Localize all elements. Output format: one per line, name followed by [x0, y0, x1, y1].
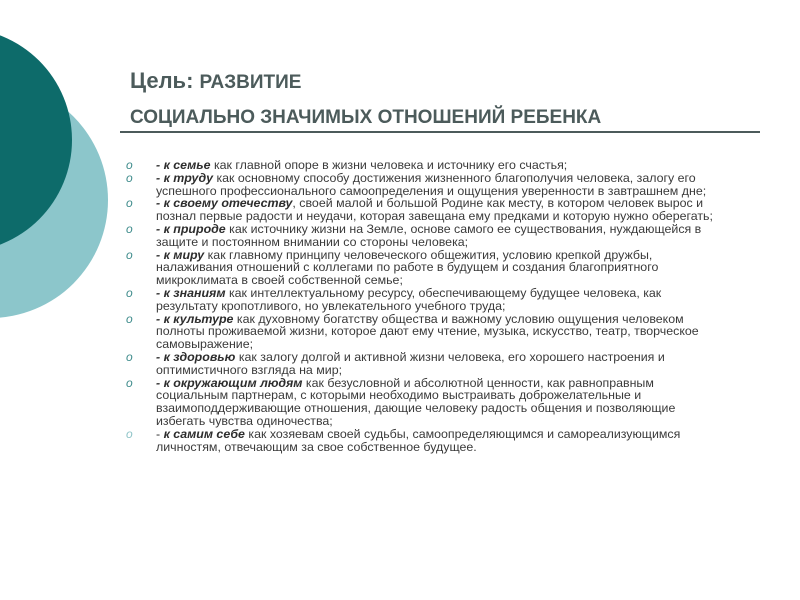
list-item-self — [122, 428, 722, 454]
slide-title — [130, 66, 770, 132]
title-line-1 — [130, 66, 770, 98]
item-text: как залогу долгой и активной жизни человека, его хорошего настроения и оптимистичного взгляда на мир; — [156, 349, 665, 377]
item-keyword: - к труду — [156, 170, 213, 185]
item-keyword: - к природе — [156, 221, 226, 236]
list-item-nature — [122, 223, 722, 249]
title-caps: РАЗВИТИЕ — [199, 72, 302, 93]
item-text: как основному способу достижения жизненного благополучия человека, залогу его успешного профессионального самоопределения и ощущения уверенности в завтрашнем дне; — [156, 170, 707, 198]
item-text: как главному принципу человеческого общежития, условию крепкой дружбы, налаживания отношений с коллегами по работе в будущем и создания благоприятного микроклимата в своей собственной семье; — [156, 247, 659, 288]
item-keyword-dash: - — [156, 426, 164, 441]
title-prefix: Цель: — [130, 68, 200, 93]
list-item-people — [122, 377, 722, 428]
list-item-labor — [122, 172, 722, 198]
bullet-marker: o — [126, 221, 133, 236]
list-item-culture — [122, 313, 722, 351]
bullet-marker: o — [126, 375, 133, 390]
item-keyword: - к миру — [156, 247, 205, 262]
bullet-marker: o — [126, 247, 133, 262]
item-text: как хозяевам своей судьбы, самоопределяющимся и самореализующимся личностям, отвечающим за свое собственное будущее. — [156, 426, 681, 454]
item-text: , своей малой и большой Родине как месту, в котором человек вырос и познал первые радости и неудачи, которая завещана ему предками и которую нужно оберегать; — [156, 196, 713, 224]
item-keyword: - к окружающим людям — [156, 375, 303, 390]
bullet-marker: o — [126, 426, 133, 441]
bullet-marker: o — [126, 285, 133, 300]
list-item-peace — [122, 249, 722, 287]
item-keyword: к самим себе — [163, 426, 245, 441]
values-list — [122, 159, 722, 453]
list-item-fatherland — [122, 197, 722, 223]
item-text: как источнику жизни на Земле, основе самого ее существования, нуждающейся в защите и постоянном внимании со стороны человека; — [156, 221, 702, 249]
list-item-knowledge — [122, 287, 722, 313]
bullet-marker: o — [126, 349, 133, 364]
item-text: как безусловной и абсолютной ценности, как равноправным социальным партнерам, с которыми необходимо выстраивать доброжелательные и взаимоподдерживающие отношения, дающие человеку радость общения и позволяющие избегать чувства одиночества; — [156, 375, 676, 428]
item-keyword: - к семье — [156, 158, 211, 172]
item-text: как духовному богатству общества и важному условию ощущения человеком полноты проживаемой жизни, которое дают ему чтение, музыка, искусство, театр, творческое самовыражение; — [156, 311, 699, 352]
title-line-2: СОЦИАЛЬНО ЗНАЧИМЫХ ОТНОШЕНИЙ РЕБЕНКА — [130, 107, 602, 128]
bullet-marker: o — [126, 158, 133, 172]
bullet-marker: o — [126, 170, 133, 185]
bullet-marker: o — [126, 196, 133, 211]
item-text: как главной опоре в жизни человека и источнику его счастья; — [210, 158, 568, 172]
item-keyword: - к знаниям — [156, 285, 226, 300]
title-divider — [120, 131, 760, 133]
item-text: как интеллектуальному ресурсу, обеспечивающему будущее человека, как результату кропотливого, но увлекательного учебного труда; — [156, 285, 662, 313]
bullet-marker: o — [126, 311, 133, 326]
item-keyword: - к своему отечеству — [156, 196, 293, 211]
list-item-health — [122, 351, 722, 377]
item-keyword: - к здоровью — [156, 349, 236, 364]
item-keyword: - к культуре — [156, 311, 234, 326]
